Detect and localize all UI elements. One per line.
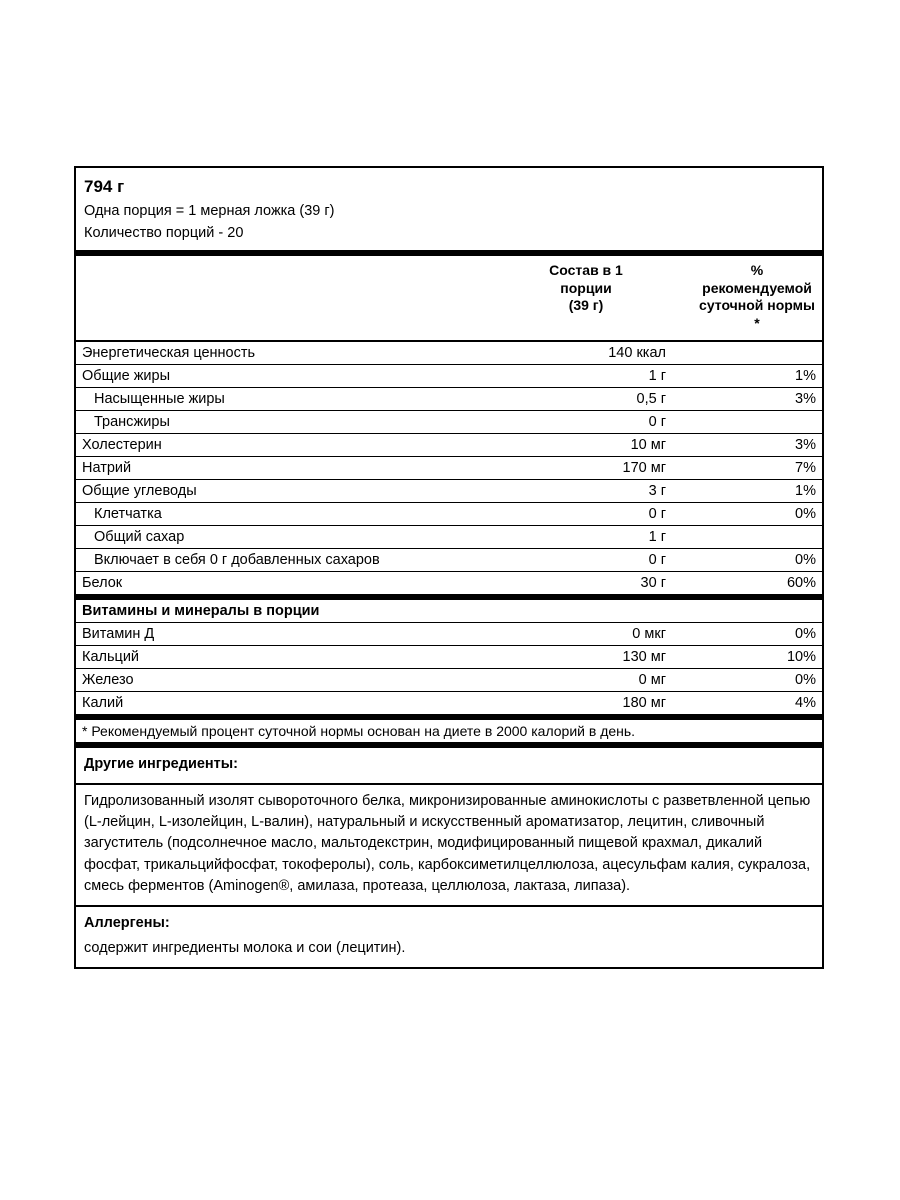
row-amount: 1 г (648, 368, 666, 385)
net-weight: 794 г (84, 177, 125, 196)
row-label: Витамин Д (82, 626, 155, 643)
table-row (76, 434, 822, 457)
row-amount: 10 мг (630, 437, 666, 454)
row-label: Кальций (82, 649, 140, 666)
nutrition-facts-label (74, 166, 824, 969)
row-dv: 3% (795, 391, 816, 408)
table-row (76, 623, 822, 646)
row-label: Калий (82, 695, 124, 712)
row-dv: 0% (795, 672, 816, 689)
row-dv (692, 341, 822, 365)
table-row (76, 549, 822, 572)
header-amount-line1: Состав в 1 (549, 262, 623, 279)
row-label: Натрий (82, 460, 132, 477)
row-amount: 0,5 г (636, 391, 666, 408)
row-dv: 0% (795, 506, 816, 523)
row-label: Общий сахар (94, 529, 185, 546)
table-row (76, 341, 822, 365)
row-amount: 0 г (648, 552, 666, 569)
row-dv: 1% (795, 368, 816, 385)
row-dv: 0% (795, 552, 816, 569)
vitamins-section-title: Витамины и минералы в порции (82, 603, 320, 620)
row-label: Трансжиры (94, 414, 170, 431)
header-amount-line2: порции (560, 279, 612, 296)
other-ingredients-title-block (76, 742, 822, 783)
row-amount: 170 мг (622, 460, 666, 477)
header-blank (76, 256, 500, 341)
row-label: Общие жиры (82, 368, 170, 385)
row-label: Клетчатка (94, 506, 162, 523)
row-amount: 1 г (648, 529, 666, 546)
daily-value-footnote: * Рекомендуемый процент суточной нормы основан на диете в 2000 калорий в день. (82, 723, 636, 740)
table-header-row (76, 256, 822, 341)
table-row (76, 503, 822, 526)
table-row (76, 669, 822, 692)
row-dv (692, 526, 822, 549)
row-amount: 3 г (648, 483, 666, 500)
row-label: Белок (82, 575, 123, 592)
header-dv-line3: суточной нормы (699, 297, 815, 314)
table-row (76, 365, 822, 388)
row-dv (692, 411, 822, 434)
header-daily-value (692, 256, 822, 341)
other-ingredients-body: Гидролизованный изолят сывороточного белка, микронизированные аминокислоты с разветвленной цепью (L-лейцин, L-изолейцин, L-валин), натуральный и искусственный ароматизатор, лецитин, сливочный загуститель (подсолнечное масло, мальтодекстрин, модифицированный пищевой крахмал, дикалий фосфат, трикальцийфосфат, токоферолы), соль, карбоксиметилцеллюлоза, ацесульфам калия, сукралоза, смесь ферментов (Aminogen®, амилаза, протеаза, целлюлоза, лактаза, липаза). (84, 793, 811, 894)
header-dv-line1: % (750, 262, 764, 279)
table-row (76, 457, 822, 480)
row-label: Общие углеводы (82, 483, 197, 500)
row-label: Насыщенные жиры (94, 391, 225, 408)
daily-value-footnote-row (76, 717, 822, 742)
header-amount (500, 256, 692, 341)
row-dv: 3% (795, 437, 816, 454)
table-row (76, 526, 822, 549)
allergens-block (76, 905, 822, 967)
table-row (76, 411, 822, 434)
serving-size: Одна порция = 1 мерная ложка (39 г) (84, 202, 335, 219)
other-ingredients-title: Другие ингредиенты: (84, 756, 238, 773)
row-amount: 30 г (640, 575, 666, 592)
row-label: Железо (82, 672, 134, 689)
nutrition-table (76, 256, 822, 742)
row-label: Холестерин (82, 437, 162, 454)
vitamins-section-title-row (76, 597, 822, 623)
table-row (76, 572, 822, 598)
row-amount: 0 г (648, 414, 666, 431)
row-dv: 10% (786, 649, 816, 666)
servings-per-container: Количество порций - 20 (84, 224, 244, 241)
row-amount: 0 г (648, 506, 666, 523)
header-dv-line4: * (754, 314, 760, 331)
row-amount: 140 ккал (608, 345, 666, 362)
other-ingredients-body-block (76, 783, 822, 904)
header-amount-line3: (39 г) (568, 297, 604, 314)
table-row (76, 692, 822, 718)
row-amount: 130 мг (622, 649, 666, 666)
allergens-body: содержит ингредиенты молока и сои (лецитин). (84, 939, 406, 956)
row-amount: 180 мг (622, 695, 666, 712)
row-dv: 4% (795, 695, 816, 712)
serving-information (76, 168, 822, 256)
row-amount: 0 мкг (632, 626, 666, 643)
table-row (76, 646, 822, 669)
row-label: Энергетическая ценность (82, 345, 256, 362)
row-label: Включает в себя 0 г добавленных сахаров (94, 552, 380, 569)
header-dv-line2: рекомендуемой (702, 279, 812, 296)
row-dv: 60% (786, 575, 816, 592)
table-row (76, 388, 822, 411)
row-amount: 0 мг (638, 672, 666, 689)
allergens-title: Аллергены: (84, 914, 170, 931)
table-row (76, 480, 822, 503)
row-dv: 0% (795, 626, 816, 643)
row-dv: 1% (795, 483, 816, 500)
row-dv: 7% (795, 460, 816, 477)
